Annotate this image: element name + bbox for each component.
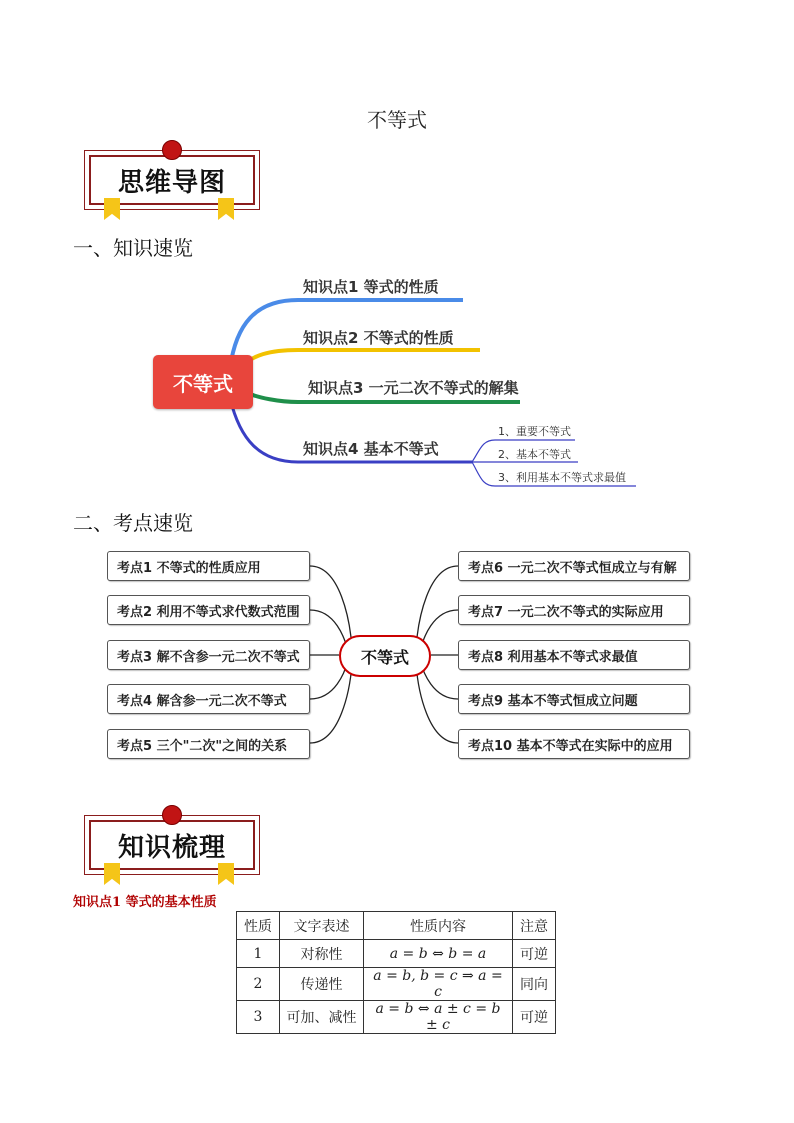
table-header-cell: 性质内容 — [364, 912, 513, 940]
knowledge-point-2: 知识点2 不等式的性质 — [303, 329, 454, 347]
section-heading-exam-points: 二、考点速览 — [73, 511, 193, 535]
exam-point-2: 考点2 利用不等式求代数式范围 — [107, 595, 310, 625]
knowledge-point-3: 知识点3 一元二次不等式的解集 — [308, 379, 519, 397]
table-cell: a = b ⇔ b = a — [364, 940, 513, 968]
equality-properties-table — [236, 911, 556, 1034]
table-row — [237, 1001, 556, 1034]
exam-point-1: 考点1 不等式的性质应用 — [107, 551, 310, 581]
table-cell: 传递性 — [280, 968, 364, 1001]
banner-title: 知识梳理 — [89, 820, 255, 870]
table-cell: 可加、减性 — [280, 1001, 364, 1034]
knowledge-point-heading: 知识点1 等式的基本性质 — [73, 895, 217, 910]
exam-connector-left-1 — [310, 566, 352, 648]
document-title: 不等式 — [367, 108, 427, 132]
exam-point-3: 考点3 解不含参一元二次不等式 — [107, 640, 310, 670]
banner-title: 思维导图 — [89, 155, 255, 205]
knowledge-point-1: 知识点1 等式的性质 — [303, 278, 439, 296]
banner-ribbon-right-icon — [218, 863, 234, 885]
knowledge-map-center: 不等式 — [153, 355, 253, 409]
exam-point-7: 考点7 一元二次不等式的实际应用 — [458, 595, 690, 625]
table-cell: 可逆 — [513, 940, 556, 968]
sub-item-3: 3、利用基本不等式求最值 — [498, 471, 626, 484]
table-header-cell: 文字表述 — [280, 912, 364, 940]
table-row — [237, 940, 556, 968]
table-cell: a = b, b = c ⇒ a = c — [364, 968, 513, 1001]
table-cell: 1 — [237, 940, 280, 968]
table-cell: 对称性 — [280, 940, 364, 968]
exam-point-5: 考点5 三个"二次"之间的关系 — [107, 729, 310, 759]
section-heading-knowledge: 一、知识速览 — [73, 236, 193, 260]
table-header-cell: 性质 — [237, 912, 280, 940]
table-cell: 同向 — [513, 968, 556, 1001]
table-header-cell: 注意 — [513, 912, 556, 940]
branch-connector-2 — [240, 350, 480, 368]
table-cell: 2 — [237, 968, 280, 1001]
sub-item-1: 1、重要不等式 — [498, 425, 571, 438]
exam-point-9: 考点9 基本不等式恒成立问题 — [458, 684, 690, 714]
exam-point-4: 考点4 解含参一元二次不等式 — [107, 684, 310, 714]
knowledge-review-banner — [84, 815, 260, 887]
knowledge-point-4: 知识点4 基本不等式 — [303, 440, 439, 458]
exam-point-8: 考点8 利用基本不等式求最值 — [458, 640, 690, 670]
exam-map-center: 不等式 — [339, 635, 431, 677]
banner-pin-icon — [162, 805, 182, 825]
exam-point-6: 考点6 一元二次不等式恒成立与有解 — [458, 551, 690, 581]
exam-point-10: 考点10 基本不等式在实际中的应用 — [458, 729, 690, 759]
table-cell: 可逆 — [513, 1001, 556, 1034]
table-cell: 3 — [237, 1001, 280, 1034]
exam-connector-right-5 — [416, 664, 458, 743]
sub-item-2: 2、基本不等式 — [498, 448, 571, 461]
table-header-row — [237, 912, 556, 940]
exam-connector-right-1 — [416, 566, 458, 648]
banner-ribbon-left-icon — [104, 863, 120, 885]
exam-connector-left-5 — [310, 664, 352, 743]
table-cell: a = b ⇔ a ± c = b ± c — [364, 1001, 513, 1034]
table-row — [237, 968, 556, 1001]
